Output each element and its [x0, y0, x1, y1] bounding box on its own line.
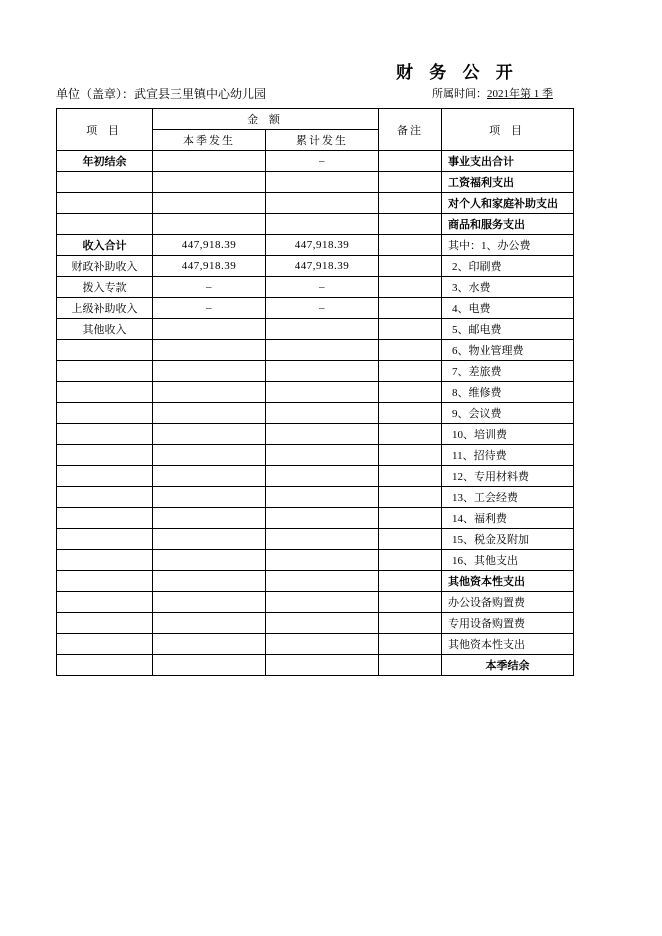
income-quarter-value	[153, 613, 266, 634]
table-row	[57, 550, 442, 571]
income-item-label	[57, 340, 153, 361]
table-row	[442, 235, 574, 256]
table-row	[442, 298, 574, 319]
table-row	[442, 214, 574, 235]
table-row	[442, 487, 574, 508]
expense-item-label: 16、其他支出	[442, 550, 574, 571]
income-accumulated-value	[266, 445, 379, 466]
income-remark-value	[379, 592, 442, 613]
income-accumulated-value	[266, 424, 379, 445]
income-accumulated-value	[266, 655, 379, 676]
table-row	[57, 529, 442, 550]
table-row	[57, 634, 442, 655]
table-row	[57, 319, 442, 340]
col-header-item: 项 目	[57, 109, 153, 151]
table-row	[57, 403, 442, 424]
expense-item-label: 14、福利费	[442, 508, 574, 529]
table-row	[57, 382, 442, 403]
table-row	[57, 277, 442, 298]
income-remark-value	[379, 613, 442, 634]
expense-item-label: 事业支出合计	[442, 151, 574, 172]
col-header-item: 项 目	[442, 109, 574, 151]
income-accumulated-value	[266, 172, 379, 193]
income-quarter-value: 447,918.39	[153, 235, 266, 256]
income-remark-value	[379, 487, 442, 508]
unit-name: 武宣县三里镇中心幼儿园	[134, 87, 267, 101]
expense-item-label: 4、电费	[442, 298, 574, 319]
income-accumulated-value: –	[266, 151, 379, 172]
income-item-label	[57, 403, 153, 424]
income-remark-value	[379, 550, 442, 571]
income-remark-value	[379, 277, 442, 298]
income-remark-value	[379, 340, 442, 361]
table-row	[442, 403, 574, 424]
income-quarter-value	[153, 319, 266, 340]
expense-item-label: 9、会议费	[442, 403, 574, 424]
income-table	[56, 108, 442, 676]
income-accumulated-value	[266, 466, 379, 487]
expense-item-label: 其中：1、办公费	[442, 235, 574, 256]
expense-item-label: 12、专用材料费	[442, 466, 574, 487]
table-row	[442, 571, 574, 592]
table-row	[442, 277, 574, 298]
expense-item-label: 办公设备购置费	[442, 592, 574, 613]
income-item-label	[57, 529, 153, 550]
income-accumulated-value	[266, 319, 379, 340]
table-row	[57, 508, 442, 529]
income-quarter-value	[153, 487, 266, 508]
income-quarter-value	[153, 193, 266, 214]
income-item-label	[57, 571, 153, 592]
income-accumulated-value	[266, 214, 379, 235]
table-row	[57, 424, 442, 445]
expense-item-label: 本季结余	[442, 655, 574, 676]
income-item-label	[57, 466, 153, 487]
col-header-quarter: 本季发生	[153, 130, 266, 151]
expense-item-label: 11、招待费	[442, 445, 574, 466]
income-remark-value	[379, 256, 442, 277]
income-item-label: 上级补助收入	[57, 298, 153, 319]
expense-item-label: 15、税金及附加	[442, 529, 574, 550]
income-item-label	[57, 214, 153, 235]
table-row	[442, 634, 574, 655]
income-item-label	[57, 634, 153, 655]
table-row	[442, 172, 574, 193]
income-accumulated-value	[266, 193, 379, 214]
income-remark-value	[379, 571, 442, 592]
col-header-accumulated: 累计发生	[266, 130, 379, 151]
table-row	[442, 361, 574, 382]
income-remark-value	[379, 445, 442, 466]
table-header-row	[57, 109, 442, 130]
income-remark-value	[379, 319, 442, 340]
page-title: 财 务 公 开	[396, 63, 519, 82]
income-quarter-value	[153, 424, 266, 445]
expense-item-label: 2、印刷费	[442, 256, 574, 277]
income-remark-value	[379, 403, 442, 424]
table-row	[57, 214, 442, 235]
income-quarter-value	[153, 382, 266, 403]
table-row	[57, 298, 442, 319]
expense-item-label: 6、物业管理费	[442, 340, 574, 361]
income-quarter-value	[153, 592, 266, 613]
expense-item-label: 8、维修费	[442, 382, 574, 403]
income-remark-value	[379, 529, 442, 550]
table-row	[57, 487, 442, 508]
table-row	[442, 550, 574, 571]
income-remark-value	[379, 508, 442, 529]
income-item-label: 收入合计	[57, 235, 153, 256]
period-label: 所属时间：	[432, 88, 487, 100]
income-item-label	[57, 382, 153, 403]
income-quarter-value	[153, 571, 266, 592]
income-quarter-value	[153, 403, 266, 424]
expense-item-label: 其他资本性支出	[442, 634, 574, 655]
income-accumulated-value	[266, 403, 379, 424]
table-row	[442, 256, 574, 277]
table-row	[442, 592, 574, 613]
table-row	[57, 466, 442, 487]
income-remark-value	[379, 361, 442, 382]
table-row	[442, 424, 574, 445]
income-quarter-value: 447,918.39	[153, 256, 266, 277]
period-value: 2021年第 1 季	[487, 88, 553, 100]
income-item-label	[57, 445, 153, 466]
income-remark-value	[379, 382, 442, 403]
col-header-amount: 金 额	[153, 109, 379, 130]
income-remark-value	[379, 634, 442, 655]
income-item-label: 其他收入	[57, 319, 153, 340]
income-quarter-value	[153, 634, 266, 655]
income-accumulated-value	[266, 361, 379, 382]
income-accumulated-value	[266, 382, 379, 403]
income-remark-value	[379, 151, 442, 172]
col-header-remark: 备注	[379, 109, 442, 151]
unit-line	[56, 85, 266, 102]
income-remark-value	[379, 466, 442, 487]
table-row	[57, 235, 442, 256]
expense-item-label: 专用设备购置费	[442, 613, 574, 634]
table-row	[442, 445, 574, 466]
income-item-label	[57, 592, 153, 613]
table-row	[57, 256, 442, 277]
income-quarter-value: –	[153, 298, 266, 319]
income-quarter-value	[153, 361, 266, 382]
table-row	[442, 655, 574, 676]
income-accumulated-value: 447,918.39	[266, 235, 379, 256]
expense-item-label: 5、邮电费	[442, 319, 574, 340]
income-item-label: 拨入专款	[57, 277, 153, 298]
income-quarter-value	[153, 214, 266, 235]
table-row	[442, 151, 574, 172]
income-accumulated-value: 447,918.39	[266, 256, 379, 277]
income-accumulated-value	[266, 613, 379, 634]
expense-item-label: 13、工会经费	[442, 487, 574, 508]
table-row	[57, 193, 442, 214]
expense-item-label: 10、培训费	[442, 424, 574, 445]
income-quarter-value	[153, 508, 266, 529]
expense-item-label: 7、差旅费	[442, 361, 574, 382]
table-row	[442, 466, 574, 487]
income-quarter-value	[153, 151, 266, 172]
expense-item-label: 商品和服务支出	[442, 214, 574, 235]
income-remark-value	[379, 424, 442, 445]
table-row	[57, 571, 442, 592]
income-quarter-value	[153, 340, 266, 361]
income-quarter-value	[153, 529, 266, 550]
income-accumulated-value	[266, 529, 379, 550]
table-row	[442, 340, 574, 361]
table-header-row	[442, 109, 574, 151]
income-item-label	[57, 424, 153, 445]
income-accumulated-value	[266, 571, 379, 592]
income-accumulated-value	[266, 634, 379, 655]
income-item-label	[57, 361, 153, 382]
expense-item-label: 其他资本性支出	[442, 571, 574, 592]
table-row	[57, 151, 442, 172]
income-quarter-value	[153, 445, 266, 466]
table-row	[442, 613, 574, 634]
table-row	[57, 592, 442, 613]
income-item-label: 财政补助收入	[57, 256, 153, 277]
income-quarter-value	[153, 172, 266, 193]
table-row	[442, 193, 574, 214]
table-row	[442, 508, 574, 529]
income-remark-value	[379, 655, 442, 676]
table-row	[57, 613, 442, 634]
income-item-label	[57, 193, 153, 214]
income-quarter-value	[153, 655, 266, 676]
income-remark-value	[379, 214, 442, 235]
income-item-label	[57, 508, 153, 529]
table-row	[57, 361, 442, 382]
income-quarter-value: –	[153, 277, 266, 298]
expense-item-label: 3、水费	[442, 277, 574, 298]
table-row	[57, 655, 442, 676]
income-item-label	[57, 550, 153, 571]
table-row	[442, 529, 574, 550]
income-item-label	[57, 655, 153, 676]
expense-item-label: 对个人和家庭补助支出	[442, 193, 574, 214]
income-item-label	[57, 613, 153, 634]
income-remark-value	[379, 235, 442, 256]
income-item-label: 年初结余	[57, 151, 153, 172]
income-accumulated-value	[266, 340, 379, 361]
table-row	[442, 319, 574, 340]
table-row	[57, 340, 442, 361]
table-row	[57, 445, 442, 466]
income-item-label	[57, 172, 153, 193]
period-line	[432, 85, 553, 101]
income-accumulated-value: –	[266, 277, 379, 298]
income-quarter-value	[153, 550, 266, 571]
income-accumulated-value	[266, 508, 379, 529]
unit-label: 单位（盖章）：	[56, 87, 135, 101]
expense-item-label: 工资福利支出	[442, 172, 574, 193]
income-accumulated-value	[266, 592, 379, 613]
income-quarter-value	[153, 466, 266, 487]
income-remark-value	[379, 172, 442, 193]
income-item-label	[57, 487, 153, 508]
income-accumulated-value	[266, 550, 379, 571]
expense-table	[441, 108, 574, 676]
income-remark-value	[379, 193, 442, 214]
income-accumulated-value: –	[266, 298, 379, 319]
table-row	[442, 382, 574, 403]
income-remark-value	[379, 298, 442, 319]
income-accumulated-value	[266, 487, 379, 508]
table-row	[57, 172, 442, 193]
